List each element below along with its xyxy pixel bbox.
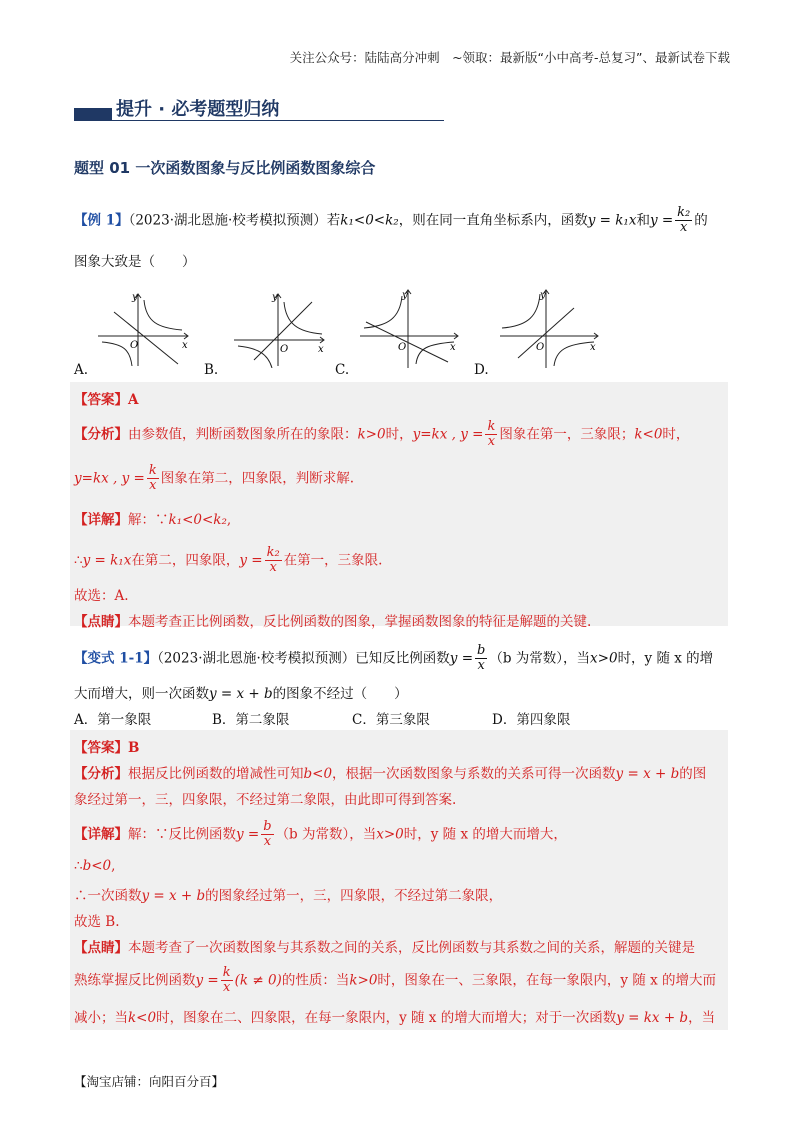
solution1-frac1-den: x bbox=[487, 434, 496, 450]
solution2-detail-line1 bbox=[74, 820, 567, 850]
section-banner bbox=[74, 94, 444, 126]
solution1-detail-tag: 【详解】 bbox=[74, 512, 128, 528]
solution1-analysis-line1 bbox=[74, 420, 689, 450]
solution1-analysis-g: 时， bbox=[662, 426, 690, 443]
solution1-analysis-f: k<0 bbox=[634, 426, 663, 443]
solution2-frac-den: x bbox=[263, 834, 272, 850]
solution2-analysis-d: y = x + b bbox=[615, 766, 680, 782]
graph-option-c bbox=[358, 288, 468, 368]
example1-text1: ，则在同一直角坐标系内，函数 bbox=[398, 212, 588, 229]
variant-line2 bbox=[74, 682, 408, 702]
solution2-comment2-c: (k ≠ 0) bbox=[234, 972, 282, 989]
solution2-comment2-e: k>0 bbox=[349, 972, 378, 989]
solution2-choose: 故选 B. bbox=[74, 914, 120, 930]
variant-tag: 【变式 1-1】 bbox=[74, 650, 158, 667]
solution1-comment-line bbox=[74, 610, 591, 630]
graph-option-a bbox=[96, 288, 196, 368]
solution2-detail2-c: , bbox=[111, 858, 116, 874]
solution1-frac2-num: k bbox=[148, 463, 157, 478]
example1-line1 bbox=[74, 206, 708, 236]
banner-underline bbox=[112, 120, 444, 121]
solution1-frac1-num: k bbox=[487, 419, 496, 434]
graph-d-x-label: x bbox=[590, 342, 596, 353]
solution2-comment-line3 bbox=[74, 1006, 715, 1026]
variant-line2-b: y = x + b bbox=[209, 686, 273, 702]
solution2-detail2-a: ∴ bbox=[74, 858, 83, 874]
solution1-detail2-a: ∴ bbox=[74, 552, 83, 569]
solution2-detail2-b: b<0 bbox=[82, 858, 112, 874]
solution2-analysis-tag: 【分析】 bbox=[74, 766, 128, 782]
graph-d-origin: O bbox=[536, 342, 545, 353]
solution1-detail2-d: y = bbox=[239, 552, 263, 569]
banner-title: 提升 · 必考题型归纳 bbox=[116, 99, 280, 120]
variant-frac-den: x bbox=[477, 658, 485, 674]
section-title: 题型 01 一次函数图象与反比例函数图象综合 bbox=[74, 159, 376, 177]
example1-f2-num: k₂ bbox=[677, 205, 691, 220]
solution2-analysis-line2: 象经过第一，三，四象限，不经过第二象限，由此即可得到答案. bbox=[74, 792, 457, 808]
footer-shop: 【淘宝店铺：向阳百分百】 bbox=[74, 1074, 225, 1089]
solution2-analysis-c: ，根据一次函数图象与系数的关系可得一次函数 bbox=[332, 766, 616, 782]
solution1-frac2 bbox=[147, 464, 159, 494]
variant-cond: x>0 bbox=[590, 650, 618, 667]
example1-tag: 【例 1】 bbox=[74, 212, 129, 229]
example1-f2-frac bbox=[675, 206, 692, 236]
solution2-comment-line2 bbox=[74, 966, 716, 996]
solution2-comment-frac-num: k bbox=[222, 965, 231, 980]
solution2-comment1: 本题考查了一次函数图象与其系数之间的关系，反比例函数与其系数之间的关系，解题的关键是 bbox=[128, 940, 695, 956]
solution2-comment-tag: 【点睛】 bbox=[74, 940, 128, 956]
variant-option-b: B．第二象限 bbox=[212, 712, 290, 728]
solution1-analysis-e: 图象在第一，三象限； bbox=[499, 426, 635, 443]
solution2-detail3-a: ∴一次函数 bbox=[74, 888, 142, 904]
solution1-detail-c: , bbox=[226, 512, 232, 528]
graph-b-origin: O bbox=[280, 344, 289, 355]
example1-f2-den: x bbox=[680, 220, 688, 236]
graph-option-b bbox=[232, 288, 332, 368]
graph-a-x-label: x bbox=[182, 340, 188, 351]
variant-option-a: A．第一象限 bbox=[74, 712, 152, 728]
solution1-analysis-tag: 【分析】 bbox=[74, 426, 128, 443]
solution1-analysis-line2 bbox=[74, 464, 354, 494]
variant-line2-a: 大而增大，则一次函数 bbox=[74, 686, 209, 702]
solution2-analysis-e: 的图 bbox=[679, 766, 707, 782]
graph-option-d bbox=[498, 288, 608, 368]
solution1-analysis-d: y=kx , y = bbox=[412, 426, 484, 443]
graph-b-x-label: x bbox=[318, 344, 324, 355]
example1-and: 和 bbox=[636, 212, 650, 229]
variant-line2-c: 的图象不经过（ ） bbox=[272, 686, 408, 702]
solution1-detail2-e: 在第一，三象限. bbox=[283, 552, 383, 569]
graph-c-x-label: x bbox=[450, 342, 456, 353]
solution1-analysis-a: 由参数值，判断函数图象所在的象限： bbox=[128, 426, 358, 443]
banner-bar bbox=[74, 108, 112, 121]
graph-a-y-label: y bbox=[132, 292, 138, 303]
solution2-detail-e: 时，y 随 x 的增大而增大， bbox=[403, 826, 567, 843]
solution1-frac2-den: x bbox=[149, 478, 157, 494]
solution2-comment3-c: 时，图象在二、四象限，在每一象限内，y 随 x 的增大而增大；对于一次函数 bbox=[156, 1010, 617, 1026]
solution1-box bbox=[70, 382, 728, 626]
solution1-analysis2-a: y=kx , y = bbox=[74, 470, 145, 487]
solution1-analysis-c: 时， bbox=[385, 426, 413, 443]
solution1-frac1 bbox=[485, 420, 497, 450]
solution1-detail-line1 bbox=[74, 508, 231, 528]
solution2-detail3-c: 的图象经过第一，三，四象限，不经过第二象限， bbox=[205, 888, 503, 904]
solution1-frac3-num: k₂ bbox=[266, 545, 280, 560]
example1-line2: 图象大致是（ ） bbox=[74, 254, 196, 270]
solution2-frac bbox=[261, 820, 273, 850]
solution2-comment2-a: 熟练掌握反比例函数 bbox=[74, 972, 196, 989]
solution2-comment2-b: y = bbox=[195, 972, 219, 989]
variant-frac bbox=[475, 644, 487, 674]
solution2-detail3-b: y = x + b bbox=[141, 888, 206, 904]
solution2-detail-b: y = bbox=[236, 826, 260, 843]
variant-text: 时，y 随 x 的增 bbox=[617, 650, 714, 667]
solution1-detail-a: 解：∵ bbox=[128, 512, 169, 528]
example1-f2-lhs: y = bbox=[649, 212, 674, 229]
variant-option-c: C．第三象限 bbox=[352, 712, 430, 728]
header-note: 关注公众号：陆陆高分冲刺 ~领取：最新版“小中高考-总复习”、最新试卷下载 bbox=[289, 50, 730, 65]
solution2-comment-frac-den: x bbox=[223, 980, 231, 996]
example1-cond: k₁<0<k₂ bbox=[340, 212, 399, 229]
solution2-detail-a: 解：∵反比例函数 bbox=[128, 826, 236, 843]
solution2-analysis-line1 bbox=[74, 762, 706, 782]
option-b-label: B. bbox=[204, 362, 219, 378]
graph-b-y-label: y bbox=[272, 292, 278, 303]
solution2-frac-num: b bbox=[263, 819, 272, 834]
example1-f1: y = k₁x bbox=[587, 212, 637, 229]
solution2-comment3-b: k<0 bbox=[128, 1010, 157, 1026]
solution2-answer: 【答案】B bbox=[74, 740, 140, 756]
solution1-choose: 故选：A. bbox=[74, 588, 129, 604]
option-c-label: C. bbox=[335, 362, 350, 378]
solution2-comment2-d: 的性质：当 bbox=[281, 972, 350, 989]
option-a-label: A. bbox=[74, 362, 89, 378]
solution2-comment3-d: y = kx + b bbox=[616, 1010, 689, 1026]
example1-tail: 的 bbox=[694, 212, 708, 229]
solution1-frac3 bbox=[265, 546, 282, 576]
solution1-comment: 本题考查正比例函数，反比例函数的图象，掌握函数图象的特征是解题的关键. bbox=[128, 614, 592, 630]
variant-f-lhs: y = bbox=[449, 650, 474, 667]
solution1-analysis-b: k>0 bbox=[357, 426, 386, 443]
solution2-comment3-a: 减小；当 bbox=[74, 1010, 128, 1026]
solution1-answer: 【答案】A bbox=[74, 392, 139, 408]
variant-frac-num: b bbox=[477, 643, 486, 658]
solution1-frac3-den: x bbox=[269, 560, 277, 576]
example1-source: （2023·湖北恩施·校考模拟预测）若 bbox=[128, 212, 341, 229]
solution2-comment3-e: ，当 bbox=[688, 1010, 716, 1026]
solution2-detail-line3 bbox=[74, 884, 502, 904]
solution1-detail-line2 bbox=[74, 546, 382, 576]
variant-option-d: D．第四象限 bbox=[492, 712, 571, 728]
solution2-comment2-f: 时，图象在一、三象限，在每一象限内，y 随 x 的增大而 bbox=[377, 972, 717, 989]
solution2-detail-line2 bbox=[74, 858, 115, 874]
solution2-analysis-a: 根据反比例函数的增减性可知 bbox=[128, 766, 304, 782]
variant-paren: （b 为常数），当 bbox=[489, 650, 591, 667]
solution1-analysis2-b: 图象在第二，四象限，判断求解. bbox=[160, 470, 355, 487]
solution2-comment-line1 bbox=[74, 936, 695, 956]
graph-d-y-label: y bbox=[540, 290, 546, 301]
solution2-detail-d: x>0 bbox=[376, 826, 404, 843]
solution1-detail2-b: y = k₁x bbox=[82, 552, 132, 569]
option-d-label: D. bbox=[474, 362, 489, 378]
solution1-detail-b: k₁<0<k₂ bbox=[168, 512, 227, 528]
graph-c-origin: O bbox=[398, 342, 407, 353]
solution1-detail2-c: 在第二，四象限， bbox=[131, 552, 240, 569]
solution1-comment-tag: 【点睛】 bbox=[74, 614, 128, 630]
graph-c-y-label: y bbox=[402, 290, 408, 301]
graph-a-origin: O bbox=[130, 340, 139, 351]
variant-line1 bbox=[74, 644, 713, 674]
solution2-comment-frac bbox=[221, 966, 233, 996]
variant-source: （2023·湖北恩施·校考模拟预测）已知反比例函数 bbox=[157, 650, 450, 667]
solution2-detail-tag: 【详解】 bbox=[74, 826, 128, 843]
solution2-analysis-b: b<0 bbox=[303, 766, 333, 782]
solution2-detail-c: （b 为常数），当 bbox=[275, 826, 377, 843]
